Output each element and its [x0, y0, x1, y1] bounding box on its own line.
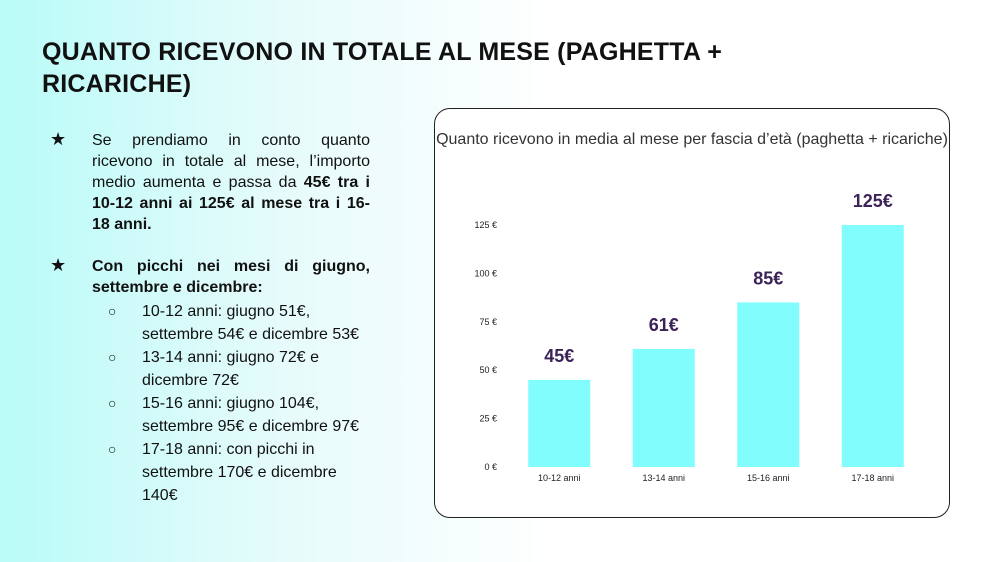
sub-list-item: ○ 15-16 anni: giugno 104€, settembre 95€ e dicembre 97€ — [142, 392, 370, 438]
star-icon: ★ — [50, 255, 67, 275]
y-tick-label: 0 € — [484, 462, 497, 472]
bar-data-label: 85€ — [753, 268, 784, 289]
bullet-text-bold: 45€ tra i 10-12 anni ai 125€ al mese tra i 16-18 anni. — [92, 174, 370, 233]
bar-chart — [435, 109, 951, 519]
bullet-text-regular: Se prendiamo in conto quanto ricevono in totale al mese, l’importo medio aumenta e passa da — [92, 132, 370, 191]
y-tick-label: 125 € — [474, 220, 497, 230]
y-tick-label: 75 € — [479, 316, 497, 327]
bullet-list — [50, 130, 370, 507]
chart-card — [434, 108, 950, 518]
bullet-heading: Con picchi nei mesi di giugno, settembre e dicembre: — [92, 258, 370, 296]
bar-data-label: 61€ — [648, 314, 679, 335]
y-tick-label: 100 € — [474, 268, 497, 279]
bar — [633, 349, 695, 467]
bullet-item-peaks — [50, 256, 370, 507]
bar-data-label: 45€ — [544, 345, 575, 366]
bullet-item-total — [50, 130, 370, 235]
x-tick-label: 15-16 anni — [746, 473, 790, 483]
bullet-text — [92, 130, 370, 235]
x-tick-label: 13-14 anni — [642, 473, 686, 483]
y-tick-label: 50 € — [479, 365, 497, 376]
circle-bullet-icon: ○ — [108, 395, 117, 411]
circle-bullet-icon: ○ — [108, 303, 117, 319]
star-icon: ★ — [50, 129, 67, 149]
circle-bullet-icon: ○ — [108, 441, 117, 457]
bar — [842, 225, 904, 467]
x-tick-label: 17-18 anni — [851, 473, 895, 483]
bar — [737, 302, 799, 467]
sub-list-item: ○ 10-12 anni: giugno 51€, settembre 54€ e dicembre 53€ — [142, 300, 370, 346]
sub-list — [92, 300, 370, 507]
sub-list-item: ○ 17-18 anni: con picchi in settembre 170€ e dicembre 140€ — [142, 438, 370, 507]
circle-bullet-icon: ○ — [108, 349, 117, 365]
bar — [528, 380, 590, 467]
chart-title: Quanto ricevono in media al mese per fascia d’età (paghetta + ricariche) — [436, 131, 948, 148]
page-title: QUANTO RICEVONO IN TOTALE AL MESE (PAGHETTA + RICARICHE) — [42, 38, 723, 98]
sub-list-item: ○ 13-14 anni: giugno 72€ e dicembre 72€ — [142, 346, 370, 392]
y-tick-label: 25 € — [479, 413, 497, 424]
bar-data-label: 125€ — [852, 191, 893, 211]
x-tick-label: 10-12 anni — [537, 473, 581, 483]
